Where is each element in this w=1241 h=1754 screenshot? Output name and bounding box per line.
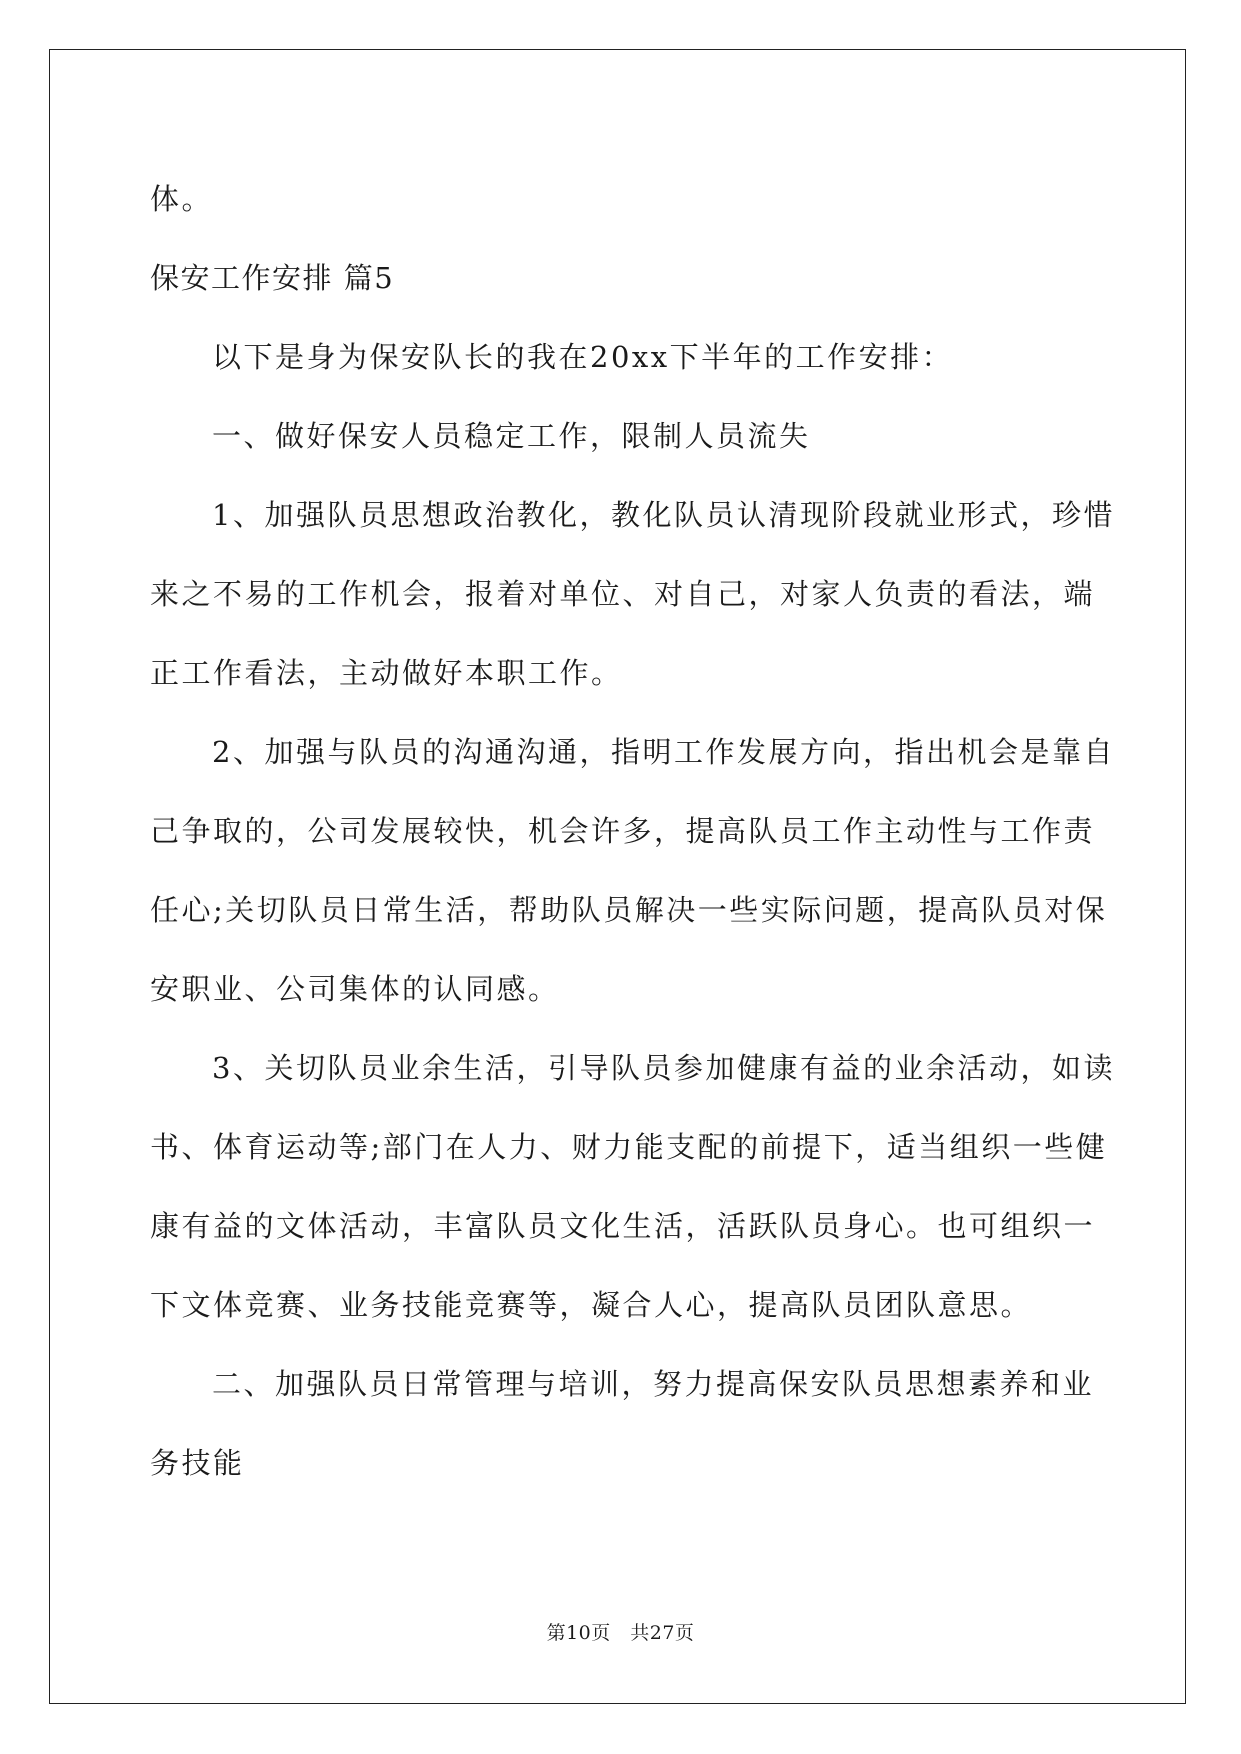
heading-one: 一、做好保安人员稳定工作，限制人员流失 [212,419,811,453]
paragraph-2-line-2: 己争取的，公司发展较快，机会许多，提高队员工作主动性与工作责 [150,814,1096,848]
heading-two-line-2: 务技能 [150,1446,245,1480]
paragraph-1-line-3: 正工作看法，主动做好本职工作。 [150,656,623,690]
paragraph-1-line-1: 1、加强队员思想政治教化，教化队员认清现阶段就业形式，珍惜 [212,498,1115,532]
paragraph-2-line-1: 2、加强与队员的沟通沟通，指明工作发展方向，指出机会是靠自 [212,735,1115,769]
paragraph-3-line-3: 康有益的文体活动，丰富队员文化生活，活跃队员身心。也可组织一 [150,1209,1096,1243]
section-heading: 保安工作安排 篇5 [150,261,395,295]
paragraph-3-line-4: 下文体竞赛、业务技能竞赛等，凝合人心，提高队员团队意思。 [150,1288,1033,1322]
paragraph-2-line-4: 安职业、公司集体的认同感。 [150,972,560,1006]
paragraph-3-line-2: 书、体育运动等;部门在人力、财力能支配的前提下，适当组织一些健 [150,1130,1108,1164]
document-body [150,160,1115,1503]
paragraph-1-line-2: 来之不易的工作机会，报着对单位、对自己，对家人负责的看法，端 [150,577,1096,611]
heading-two-line-1: 二、加强队员日常管理与培训，努力提高保安队员思想素养和业 [212,1367,1095,1401]
text-line: 体。 [150,182,214,216]
paragraph-3-line-1: 3、关切队员业余生活，引导队员参加健康有益的业余活动，如读 [212,1051,1115,1085]
intro-paragraph: 以下是身为保安队长的我在20xx下半年的工作安排： [212,340,954,374]
paragraph-2-line-3: 任心;关切队员日常生活，帮助队员解决一些实际问题，提高队员对保 [150,893,1108,927]
page-number: 第10页 共27页 [546,1622,695,1644]
